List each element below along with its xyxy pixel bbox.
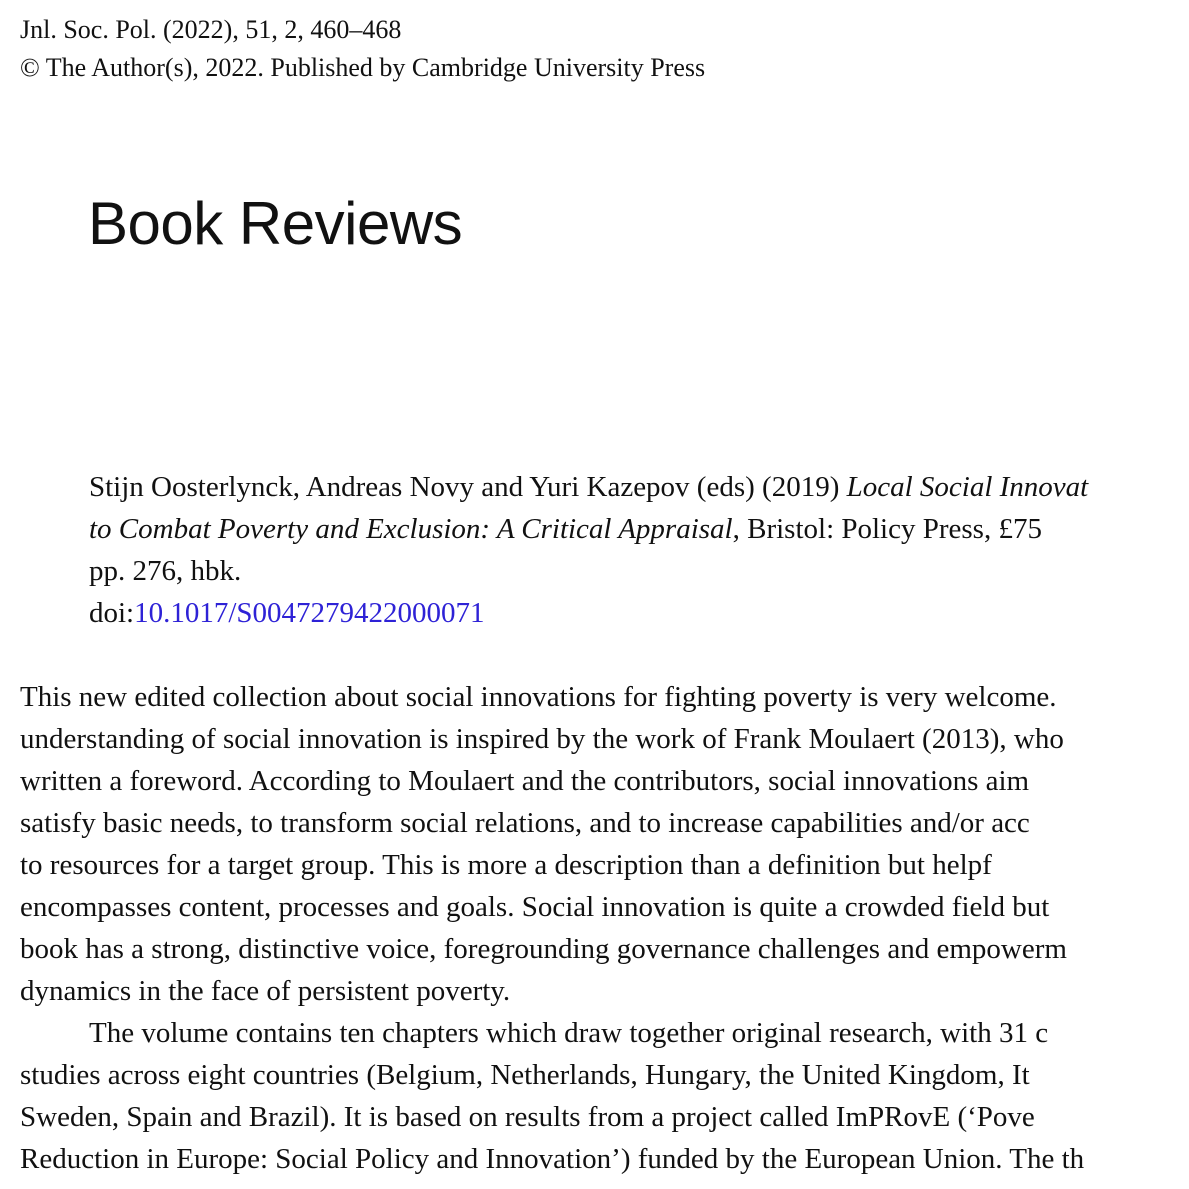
body-line: understanding of social innovation is inspired by the work of Frank Moulaert (2013), who (20, 723, 1064, 755)
citation-line-2 (89, 508, 1189, 550)
section-title: Book Reviews (88, 190, 463, 257)
body-line: This new edited collection about social innovations for fighting poverty is very welcome. (20, 681, 1057, 713)
citation-publisher: , Bristol: Policy Press, £75 (732, 513, 1042, 545)
citation-pages: pp. 276, hbk. (89, 555, 242, 587)
copyright-line: © The Author(s), 2022. Published by Cambridge University Press (20, 53, 706, 82)
body-line: The volume contains ten chapters which draw together original research, with 31 c (89, 1017, 1049, 1049)
body-line: dynamics in the face of persistent poverty. (20, 975, 511, 1007)
body-line: Reduction in Europe: Social Policy and Innovation’) funded by the European Union. The th (20, 1143, 1085, 1175)
doi-prefix: doi: (89, 597, 135, 629)
body-line: studies across eight countries (Belgium, Netherlands, Hungary, the United Kingdom, It (20, 1059, 1030, 1091)
citation-authors: Stijn Oosterlynck, Andreas Novy and Yuri Kazepov (eds) (2019) (89, 471, 847, 503)
citation-title-end: to Combat Poverty and Exclusion: A Critical Appraisal (89, 513, 733, 545)
review-body (20, 676, 1189, 1180)
doi-link[interactable]: 10.1017/S0047279422000071 (134, 597, 485, 629)
citation-doi (89, 592, 1189, 634)
body-line: satisfy basic needs, to transform social relations, and to increase capabilities and/or acc (20, 807, 1030, 839)
citation-title-start: Local Social Innovat (846, 471, 1089, 503)
book-citation (89, 466, 1189, 634)
citation-line-1 (89, 466, 1189, 508)
body-line: to resources for a target group. This is more a description than a definition but helpf (20, 849, 992, 881)
body-line: encompasses content, processes and goals. Social innovation is quite a crowded field but (20, 891, 1050, 923)
body-line: book has a strong, distinctive voice, foregrounding governance challenges and empowerm (20, 933, 1067, 965)
journal-citation-line: Jnl. Soc. Pol. (2022), 51, 2, 460–468 (20, 15, 402, 44)
body-line: written a foreword. According to Moulaert and the contributors, social innovations aim (20, 765, 1030, 797)
body-line: Sweden, Spain and Brazil). It is based on results from a project called ImPRovE (‘Pove (20, 1101, 1035, 1133)
